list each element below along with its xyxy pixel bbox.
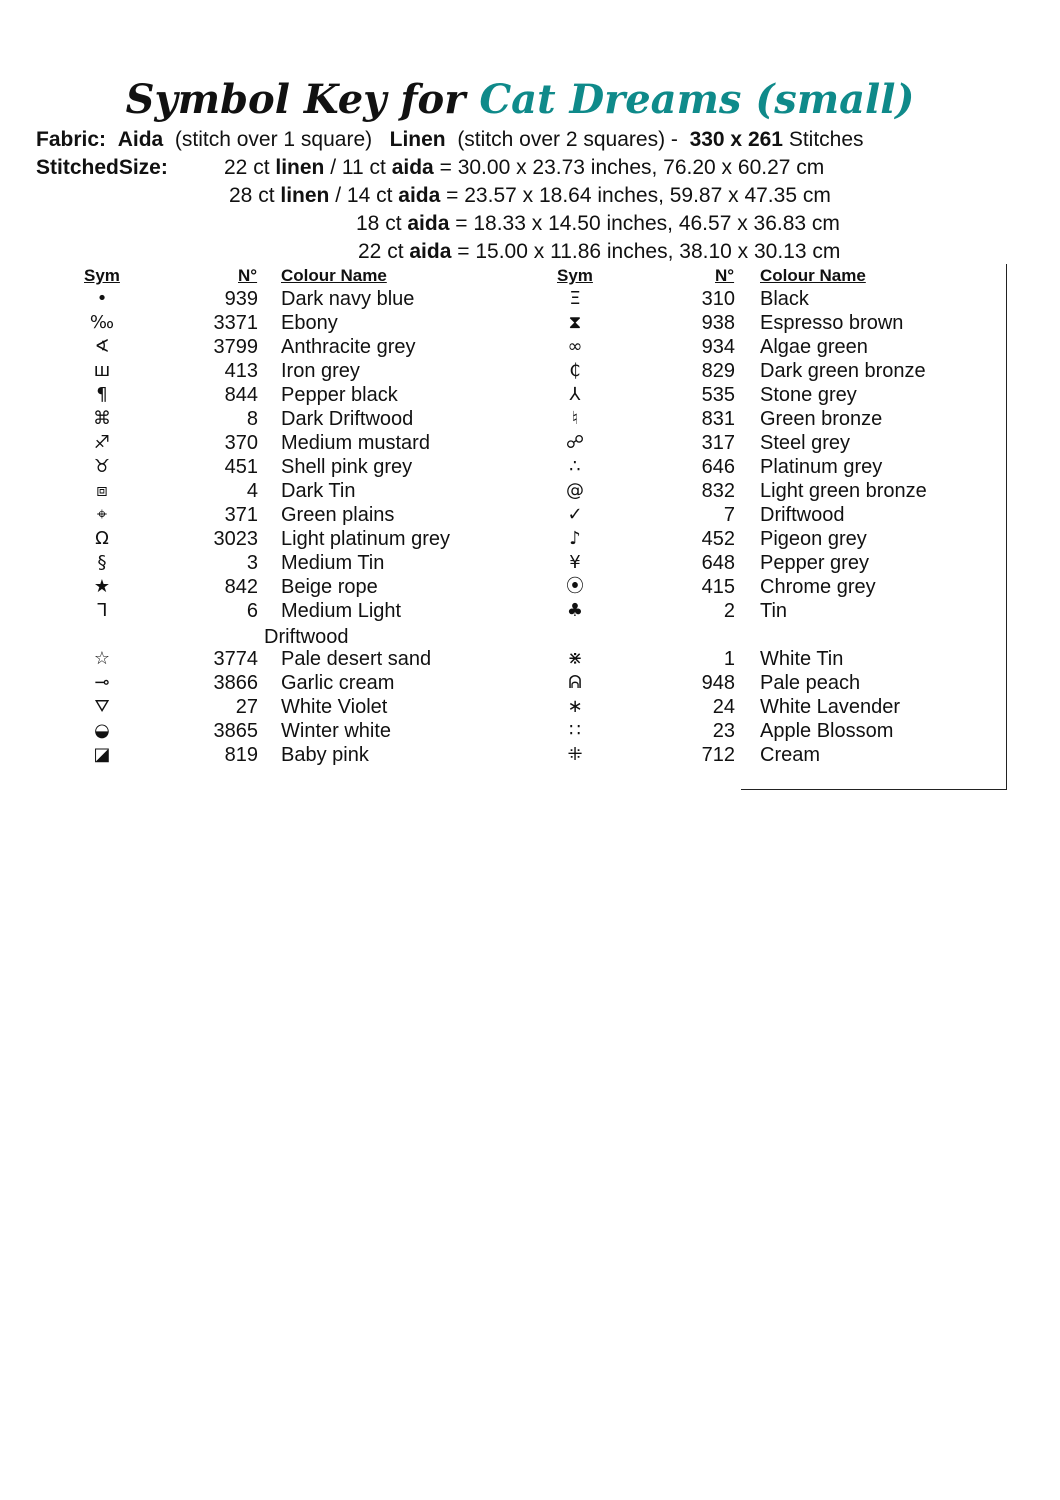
size-count: 28 ct	[229, 184, 275, 207]
table-row	[0, 407, 1060, 431]
symbol-cell: Ξ	[569, 288, 581, 309]
number-cell: 370	[224, 432, 258, 454]
table-row	[0, 527, 1060, 551]
symbol-cell: ₵	[569, 360, 581, 381]
size-aida: aida	[398, 184, 441, 207]
number-cell: 451	[224, 456, 258, 478]
table-row	[0, 431, 1060, 455]
header-sym-left: Sym	[84, 266, 120, 285]
number-cell: 24	[712, 696, 735, 718]
symbol-cell: ☆	[93, 648, 111, 669]
number-cell: 413	[224, 360, 258, 382]
symbol-cell: @	[566, 480, 584, 501]
colour-name-cell: Garlic cream	[281, 672, 395, 694]
symbol-cell: ᕱ	[568, 672, 582, 693]
colour-name-cell: Platinum grey	[760, 456, 883, 478]
symbol-cell: ⧗	[568, 312, 582, 333]
symbol-cell: ♐	[93, 432, 111, 453]
colour-name-cell: Light green bronze	[760, 480, 927, 502]
colour-name-cell: Pepper grey	[760, 552, 869, 574]
symbol-cell: ♉	[93, 456, 111, 477]
colour-name-cell: Medium Tin	[281, 552, 385, 574]
colour-name-cell: Espresso brown	[760, 312, 904, 334]
table-row	[0, 575, 1060, 599]
colour-name-cell: Dark Driftwood	[281, 408, 414, 430]
table-row	[0, 455, 1060, 479]
number-cell: 3774	[213, 648, 258, 670]
symbol-cell: ¥	[569, 552, 581, 573]
number-cell: 371	[224, 504, 258, 526]
fabric-label: Fabric:	[36, 128, 107, 151]
number-cell: 819	[224, 744, 258, 766]
symbol-cell: ∢	[94, 336, 110, 357]
fabric-linen-note: (stitch over 2 squares) -	[457, 128, 678, 151]
symbol-cell: ⋇	[567, 648, 583, 669]
symbol-cell: ∷	[569, 720, 581, 741]
symbol-cell: ★	[93, 576, 111, 597]
colour-name-cell: Chrome grey	[760, 576, 876, 598]
size-dimensions: = 15.00 x 11.86 inches, 38.10 x 30.13 cm	[457, 240, 841, 263]
colour-name-cell: Green plains	[281, 504, 395, 526]
colour-name-cell: Algae green	[760, 336, 868, 358]
symbol-cell: ¶	[96, 384, 108, 405]
colour-name-cell: White Violet	[281, 696, 388, 718]
colour-name-cell: Driftwood	[760, 504, 845, 526]
colour-name-cell: Pale desert sand	[281, 648, 432, 670]
colour-name-cell: Medium Light	[281, 600, 402, 622]
colour-name-cell: Green bronze	[760, 408, 883, 430]
colour-name-cell: Pepper black	[281, 384, 398, 406]
table-row	[0, 383, 1060, 407]
number-cell: 712	[701, 744, 735, 766]
table-row	[0, 671, 1060, 695]
stitched-size-line	[229, 182, 831, 210]
number-cell: 831	[701, 408, 735, 430]
size-dimensions: = 23.57 x 18.64 inches, 59.87 x 47.35 cm	[446, 184, 831, 207]
colour-name-cell: Tin	[760, 600, 788, 622]
header-sym-right: Sym	[557, 266, 593, 285]
symbol-cell: ⦿	[566, 576, 584, 597]
size-aida: aida	[409, 240, 452, 263]
colour-name-cell: Pigeon grey	[760, 528, 867, 550]
colour-name-cell: Baby pink	[281, 744, 369, 766]
symbol-cell: ✓	[567, 504, 583, 525]
number-cell: 648	[701, 552, 735, 574]
symbol-cell: ♪	[569, 528, 581, 549]
symbol-cell: ‰	[89, 312, 115, 333]
number-cell: 27	[235, 696, 258, 718]
header-num-right: N°	[715, 266, 735, 285]
size-dimensions: = 30.00 x 23.73 inches, 76.20 x 60.27 cm	[439, 156, 825, 179]
table-row	[0, 599, 1060, 623]
size-aida: aida	[407, 212, 450, 235]
symbol-cell: §	[97, 552, 107, 573]
colour-name-cell: Apple Blossom	[760, 720, 894, 742]
name-continuation: Driftwood	[264, 626, 349, 648]
symbol-cell: ⧈	[96, 480, 108, 501]
number-cell: 844	[224, 384, 258, 406]
page-title	[0, 72, 1040, 128]
fabric-linen: Linen	[389, 128, 446, 151]
symbol-cell: ∴	[569, 456, 581, 477]
stitched-size-line	[224, 154, 824, 182]
header-num-left: N°	[238, 266, 258, 285]
number-cell: 832	[701, 480, 735, 502]
symbol-cell: ⅄	[569, 384, 581, 405]
colour-name-cell: White Tin	[760, 648, 844, 670]
fabric-aida-note: (stitch over 1 square)	[174, 128, 373, 151]
stitched-size-label: StitchedSize:	[36, 156, 168, 179]
stitched-size-line	[356, 210, 840, 238]
table-row	[0, 311, 1060, 335]
number-cell: 3865	[213, 720, 258, 742]
table-row	[0, 695, 1060, 719]
number-cell: 415	[701, 576, 735, 598]
symbol-cell: ᒣ	[96, 600, 108, 621]
table-border-bottom	[741, 789, 1007, 790]
colour-name-cell: Iron grey	[281, 360, 360, 382]
table-row	[0, 335, 1060, 359]
number-cell: 939	[224, 288, 258, 310]
number-cell: 2	[723, 600, 735, 622]
number-cell: 938	[701, 312, 735, 334]
pattern-name: Cat Dreams (small)	[479, 76, 915, 123]
number-cell: 6	[246, 600, 258, 622]
symbol-cell: ⊸	[94, 672, 110, 693]
symbol-cell: Ω	[95, 528, 109, 549]
colour-name-cell: Steel grey	[760, 432, 851, 454]
size-count: 18 ct	[356, 212, 402, 235]
number-cell: 646	[701, 456, 735, 478]
colour-name-cell: Winter white	[281, 720, 392, 742]
number-cell: 452	[701, 528, 735, 550]
symbol-cell: ш	[93, 360, 111, 381]
stitches-label: Stitches	[788, 128, 864, 151]
table-row	[0, 647, 1060, 671]
colour-name-cell: Pale peach	[760, 672, 861, 694]
size-count: 22 ct	[224, 156, 270, 179]
symbol-cell: ⌖	[96, 504, 108, 525]
number-cell: 310	[701, 288, 735, 310]
symbol-cell: ⁜	[567, 744, 583, 765]
size-dimensions: = 18.33 x 14.50 inches, 46.57 x 36.83 cm	[455, 212, 840, 235]
fabric-line	[36, 126, 864, 154]
symbol-cell: ☍	[565, 432, 585, 453]
symbol-cell: ∞	[567, 336, 583, 357]
fabric-aida: Aida	[117, 128, 164, 151]
number-cell: 1	[723, 648, 735, 670]
colour-name-cell: Dark green bronze	[760, 360, 926, 382]
number-cell: 7	[723, 504, 735, 526]
colour-name-cell: Stone grey	[760, 384, 857, 406]
table-border-right	[1006, 264, 1007, 790]
number-cell: 829	[701, 360, 735, 382]
table-row	[0, 479, 1060, 503]
size-mid: / 11 ct	[330, 156, 386, 179]
colour-name-cell: Shell pink grey	[281, 456, 413, 478]
number-cell: 842	[224, 576, 258, 598]
colour-name-cell: Black	[760, 288, 809, 310]
size-count: 22 ct	[358, 240, 404, 263]
table-row	[0, 551, 1060, 575]
colour-name-cell: Light platinum grey	[281, 528, 450, 550]
colour-name-cell: Dark navy blue	[281, 288, 415, 310]
colour-name-cell: White Lavender	[760, 696, 901, 718]
number-cell: 3023	[213, 528, 258, 550]
number-cell: 535	[701, 384, 735, 406]
colour-name-cell: Beige rope	[281, 576, 378, 598]
stitch-count: 330 x 261	[689, 128, 783, 151]
size-aida: aida	[391, 156, 434, 179]
table-row	[0, 719, 1060, 743]
title-prefix: Symbol Key for	[125, 76, 466, 123]
number-cell: 948	[701, 672, 735, 694]
colour-name-cell: Ebony	[281, 312, 338, 334]
symbol-cell: ◒	[94, 720, 110, 741]
number-cell: 3866	[213, 672, 258, 694]
colour-name-cell: Medium mustard	[281, 432, 430, 454]
number-cell: 317	[701, 432, 735, 454]
number-cell: 934	[701, 336, 735, 358]
number-cell: 4	[246, 480, 258, 502]
table-row	[0, 359, 1060, 383]
number-cell: 8	[246, 408, 258, 430]
colour-name-cell: Dark Tin	[281, 480, 356, 502]
header-name-right: Colour Name	[760, 266, 866, 285]
header-name-left: Colour Name	[281, 266, 387, 285]
size-linen: linen	[275, 156, 325, 179]
number-cell: 23	[712, 720, 735, 742]
colour-name-cell: Cream	[760, 744, 821, 766]
symbol-cell: •	[96, 288, 108, 309]
size-linen: linen	[280, 184, 330, 207]
symbol-cell: ∗	[567, 696, 583, 717]
number-cell: 3371	[213, 312, 258, 334]
symbol-cell: ⛛	[94, 696, 110, 717]
symbol-cell: ♮	[571, 408, 579, 429]
stitched-size-line	[358, 238, 840, 266]
symbol-cell: ◪	[93, 744, 111, 765]
symbol-cell: ♣	[566, 600, 584, 621]
size-mid: / 14 ct	[335, 184, 393, 207]
colour-name-cell: Anthracite grey	[281, 336, 416, 358]
table-row	[0, 503, 1060, 527]
table-row	[0, 743, 1060, 767]
number-cell: 3	[246, 552, 258, 574]
table-row	[0, 287, 1060, 311]
symbol-cell: ⌘	[93, 408, 111, 429]
number-cell: 3799	[213, 336, 258, 358]
